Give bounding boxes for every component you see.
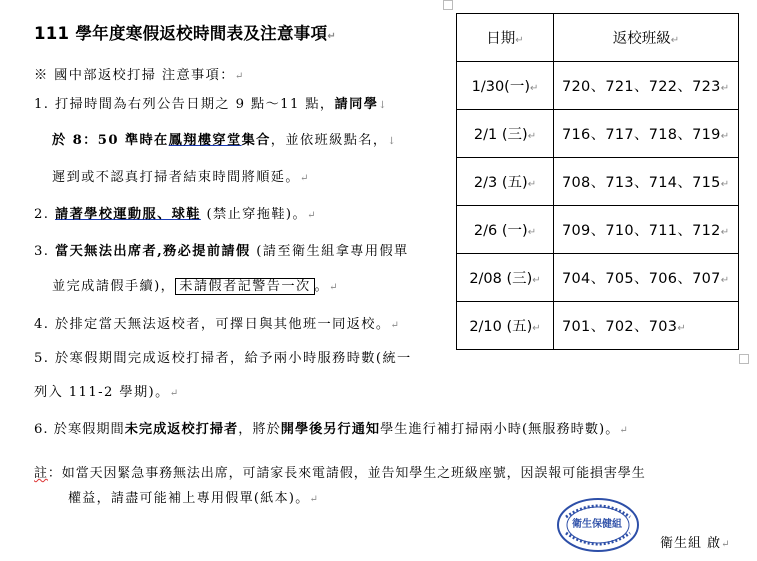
table-row bbox=[457, 302, 739, 350]
item-6: 6. 於寒假期間未完成返校打掃者，將於開學後另行通知學生進行補打掃兩小時(無服務時數)。↵ bbox=[34, 422, 629, 437]
row-classes: 704、705、706、707↵ bbox=[554, 254, 739, 302]
office-seal bbox=[556, 497, 640, 553]
item-4: 4. 於排定當天無法返校者，可擇日與其他班一同返校。↵ bbox=[34, 317, 401, 332]
row-classes: 708、713、714、715↵ bbox=[554, 158, 739, 206]
paragraph-mark-icon: ↵ bbox=[327, 31, 337, 42]
row-classes: 709、710、711、712↵ bbox=[554, 206, 739, 254]
table-row bbox=[457, 206, 739, 254]
note-line-1: 註：如當天因緊急事務無法出席，可請家長來電請假，並告知學生之班級座號，因誤報可能損害學生 bbox=[34, 466, 646, 481]
row-date: 2/1 (三)↵ bbox=[457, 110, 554, 158]
section-heading: ※ 國中部返校打掃 注意事項：↵ bbox=[34, 68, 245, 83]
header-classes: 返校班級↵ bbox=[554, 14, 739, 62]
row-date: 2/3 (五)↵ bbox=[457, 158, 554, 206]
item-2: 2. 請著學校運動服、球鞋 (禁止穿拖鞋)。↵ bbox=[34, 207, 317, 222]
signature: 衛生組 啟↵ bbox=[660, 536, 731, 551]
item-5-line-2: 列入 111-2 學期)。↵ bbox=[34, 385, 180, 400]
note-line-2: 權益，請盡可能補上專用假單(紙本)。↵ bbox=[68, 491, 320, 506]
note-prefix: 註 bbox=[34, 466, 48, 481]
header-date: 日期↵ bbox=[457, 14, 554, 62]
table-row bbox=[457, 254, 739, 302]
item-1-line-3: 遲到或不認真打掃者結束時間將順延。↵ bbox=[52, 170, 310, 185]
item-1-line-2: 於 8：50 準時在鳳翔樓穿堂集合，並依班級點名，↓ bbox=[52, 133, 398, 148]
warning-box: 未請假者記警告一次 bbox=[175, 278, 314, 295]
page-title: 111 學年度寒假返校時間表及注意事項↵ bbox=[34, 24, 337, 43]
table-header-row bbox=[457, 14, 739, 62]
item-3-line-1: 3. 當天無法出席者,務必提前請假 (請至衛生組拿專用假單 bbox=[34, 244, 409, 259]
table-move-handle[interactable] bbox=[443, 0, 453, 10]
item-5-line-1: 5. 於寒假期間完成返校打掃者，給予兩小時服務時數(統一 bbox=[34, 351, 412, 366]
seal-text: 衛生保健組 bbox=[572, 519, 622, 530]
row-classes: 720、721、722、723↵ bbox=[554, 62, 739, 110]
row-date: 2/10 (五)↵ bbox=[457, 302, 554, 350]
row-classes: 716、717、718、719↵ bbox=[554, 110, 739, 158]
row-date: 2/08 (三)↵ bbox=[457, 254, 554, 302]
table-row bbox=[457, 158, 739, 206]
table-row bbox=[457, 62, 739, 110]
item-3-line-2: 並完成請假手續)， 未請假者記警告一次 。↵ bbox=[52, 279, 339, 294]
table-row bbox=[457, 110, 739, 158]
row-date: 2/6 (一)↵ bbox=[457, 206, 554, 254]
row-date: 1/30(一)↵ bbox=[457, 62, 554, 110]
item-1-line-1: 1. 打掃時間為右列公告日期之 9 點～11 點，請同學↓ bbox=[34, 97, 389, 112]
schedule-table bbox=[456, 13, 739, 350]
row-classes: 701、702、703↵ bbox=[554, 302, 739, 350]
table-resize-handle[interactable] bbox=[739, 354, 749, 364]
